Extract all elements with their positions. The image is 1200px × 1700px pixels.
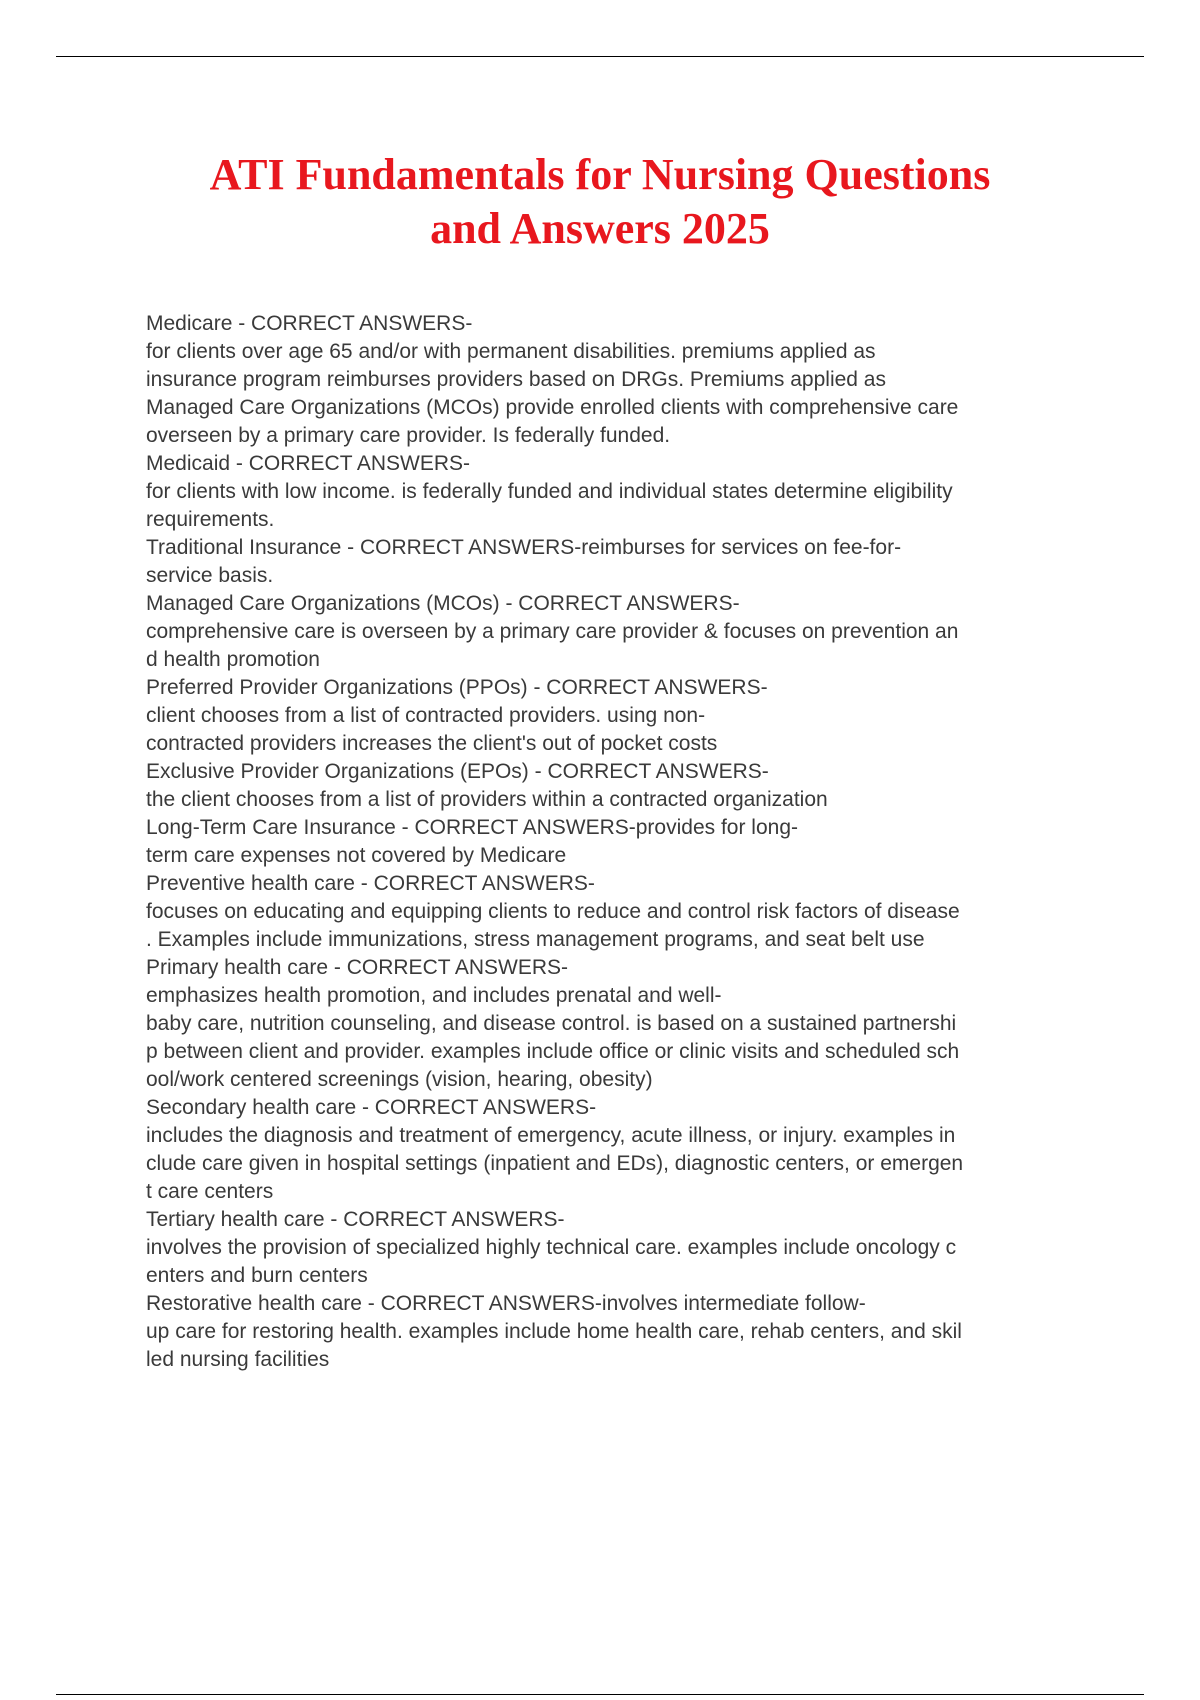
- body-line: Medicaid - CORRECT ANSWERS-: [146, 452, 471, 475]
- body-line: clude care given in hospital settings (inpatient and EDs), diagnostic centers, or emergen: [146, 1152, 964, 1175]
- body-line: t care centers: [146, 1180, 274, 1203]
- body-line: for clients over age 65 and/or with permanent disabilities. premiums applied as: [146, 340, 876, 363]
- body-line: d health promotion: [146, 648, 320, 671]
- document-title: [120, 148, 1080, 256]
- body-line: involves the provision of specialized highly technical care. examples include oncology c: [146, 1236, 957, 1259]
- body-line: Traditional Insurance - CORRECT ANSWERS-reimburses for services on fee-for-: [146, 536, 902, 559]
- body-line: baby care, nutrition counseling, and disease control. is based on a sustained partnershi: [146, 1012, 957, 1035]
- body-line: Preventive health care - CORRECT ANSWERS-: [146, 872, 595, 895]
- body-line: Restorative health care - CORRECT ANSWERS-involves intermediate follow-: [146, 1292, 866, 1315]
- body-line: the client chooses from a list of providers within a contracted organization: [146, 788, 828, 811]
- body-line: for clients with low income. is federally funded and individual states determine eligibility: [146, 480, 953, 503]
- body-line: Medicare - CORRECT ANSWERS-: [146, 312, 473, 335]
- body-line: p between client and provider. examples include office or clinic visits and scheduled sch: [146, 1040, 960, 1063]
- body-line: . Examples include immunizations, stress management programs, and seat belt use: [146, 928, 925, 951]
- title-line-1: ATI Fundamentals for Nursing Questions: [209, 150, 991, 199]
- body-line: ool/work centered screenings (vision, hearing, obesity): [146, 1068, 653, 1091]
- body-line: comprehensive care is overseen by a primary care provider & focuses on prevention an: [146, 620, 959, 643]
- title-line-2: and Answers 2025: [430, 204, 770, 253]
- body-line: Managed Care Organizations (MCOs) - CORRECT ANSWERS-: [146, 592, 740, 615]
- body-line: Exclusive Provider Organizations (EPOs) - CORRECT ANSWERS-: [146, 760, 769, 783]
- body-line: client chooses from a list of contracted providers. using non-: [146, 704, 706, 727]
- top-rule: [56, 56, 1144, 57]
- body-line: Tertiary health care - CORRECT ANSWERS-: [146, 1208, 565, 1231]
- document-body: [146, 310, 1096, 1374]
- bottom-rule: [56, 1694, 1144, 1695]
- body-line: up care for restoring health. examples include home health care, rehab centers, and skil: [146, 1320, 962, 1343]
- body-line: term care expenses not covered by Medicare: [146, 844, 567, 867]
- body-line: Managed Care Organizations (MCOs) provide enrolled clients with comprehensive care: [146, 396, 959, 419]
- body-line: Primary health care - CORRECT ANSWERS-: [146, 956, 569, 979]
- body-line: Long-Term Care Insurance - CORRECT ANSWERS-provides for long-: [146, 816, 798, 839]
- body-line: enters and burn centers: [146, 1264, 368, 1287]
- body-line: insurance program reimburses providers based on DRGs. Premiums applied as: [146, 368, 886, 391]
- body-line: focuses on educating and equipping clients to reduce and control risk factors of disease: [146, 900, 960, 923]
- body-line: includes the diagnosis and treatment of emergency, acute illness, or injury. examples in: [146, 1124, 956, 1147]
- body-line: Preferred Provider Organizations (PPOs) - CORRECT ANSWERS-: [146, 676, 768, 699]
- body-line: led nursing facilities: [146, 1348, 330, 1371]
- body-line: emphasizes health promotion, and includes prenatal and well-: [146, 984, 722, 1007]
- body-line: Secondary health care - CORRECT ANSWERS-: [146, 1096, 597, 1119]
- body-line: requirements.: [146, 508, 275, 531]
- body-line: contracted providers increases the client's out of pocket costs: [146, 732, 718, 755]
- body-line: overseen by a primary care provider. Is federally funded.: [146, 424, 671, 447]
- body-line: service basis.: [146, 564, 274, 587]
